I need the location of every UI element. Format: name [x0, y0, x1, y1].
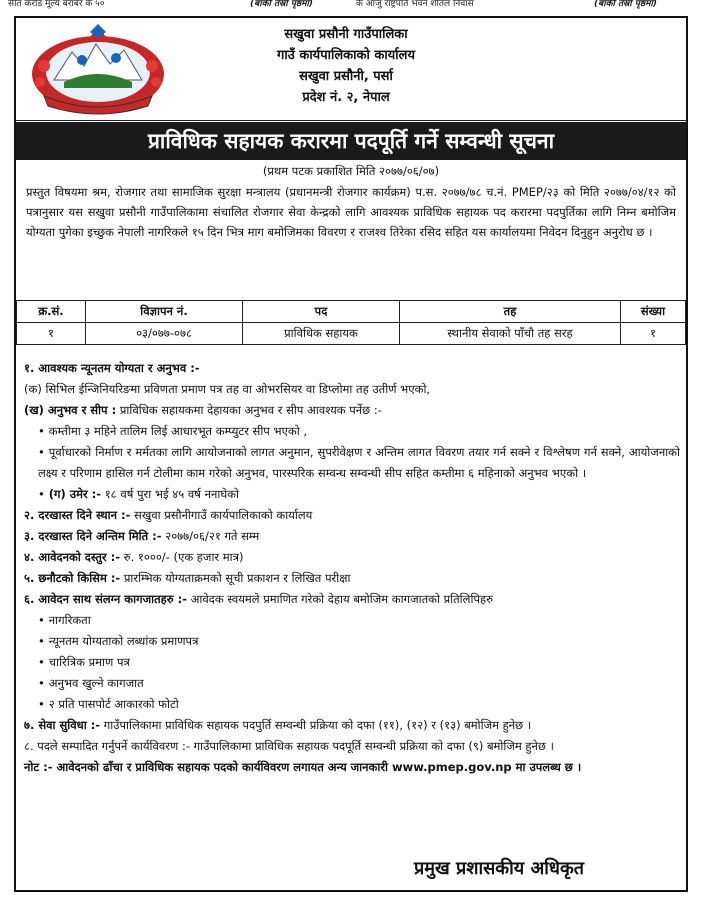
top-strip-left: सीत करोड मूल्य बराबर के ५०	[8, 0, 105, 9]
published-date: (प्रथम पटक प्रकाशित मिति २०७७/०६/०७)	[262, 164, 440, 178]
section-1-ka: (क) सिभिल ईन्जिनियरिङमा प्रविणता प्रमाण पत्र तह वा ओभरसियर वा डिप्लोमा तह उतीर्ण भएको,	[24, 382, 431, 396]
notice-frame	[14, 16, 688, 892]
section-7-label: ७. सेवा सुविधा :-	[24, 718, 101, 732]
section-1-kha-label: (ख) अनुभव र सीप :	[24, 403, 117, 417]
section-1-kha	[24, 400, 680, 421]
intro-paragraph: प्रस्तुत विषयमा श्रम, रोजगार तथा सामाजिक सुरक्षा मन्त्रालय (प्रधानमन्त्री रोजगार कार्यक्रम) प.स. २०७७/७८ च.नं. PMEP/२३ को मिति २०७७/०४/१२ को पत्रानुसार यस सखुवा प्रसौनी गाउँपालिकामा संचालित रोजगार सेवा केन्द्रको लागि आवश्यक प्राविधिक सहायक पद करारमा पदपुर्तिका लागि निम्न बमोजिम योग्यता पुगेका इच्छुक नेपाली नागरिकले १५ दिन भित्र माग बमोजिमका विवरण र राजश्व तिरेका रसिद सहित यस कार्यालयमा निवेदन दिनुहुन अनुरोध छ ।	[26, 185, 676, 239]
cell-level: स्थानीय सेवाको पाँचौ तह सरह	[400, 323, 621, 345]
col-post: पद	[243, 301, 400, 323]
nepal-emblem-icon	[24, 22, 172, 116]
section-4	[24, 547, 680, 568]
list-item: • पूर्वाधारको निर्माण र मर्मतका लागि आयोजनाको लागत अनुमान, सुपरीवेक्षण र अन्तिम लागत विवरण तयार गर्न सक्ने र विश्लेषण गर्न सक्ने, आयोजनाको लक्ष्य र परिणाम हासिल गर्न टोलीमा काम गरेको अनुभव, पारस्परिक सम्वन्ध सम्वन्धी सीप सहित कम्तीमा ६ महिनाको अनुभव भएको ।	[24, 442, 680, 484]
cell-sn: १	[17, 323, 86, 345]
table-header-row	[17, 301, 686, 323]
top-strip-middle-a: (बाँकी तेस्रो पृष्ठमा)	[250, 0, 313, 9]
section-2-text: सखुवा प्रसौनीगाउँ कार्यपालिकाको कार्यालय	[130, 508, 313, 522]
list-item: • चारित्रिक प्रमाण पत्र	[24, 652, 680, 673]
list-item: • न्यूनतम योग्यताको लब्धांक प्रमाणपत्र	[24, 631, 680, 652]
col-adv-no: विज्ञापन नं.	[86, 301, 243, 323]
table-row	[17, 323, 686, 345]
section-1-ga-text: १८ वर्ष पुरा भई ४५ वर्ष ननाघेको	[101, 487, 239, 501]
cell-adv-no: ०३/०७७-०७८	[86, 323, 243, 345]
list-item: • कम्तीमा ३ महिने तालिम लिई आधारभूत कम्प्युटर सीप भएको ,	[24, 421, 680, 442]
section-5	[24, 568, 680, 589]
section-1-ga	[24, 484, 680, 505]
notice-note: नोट :- आवेदनको ढाँचा र प्राविधिक सहायक पदको कार्यविवरण लगायत अन्य जानकारी www.pmep.gov.np मा उपलब्ध छ ।	[24, 760, 582, 774]
section-3-text: २०७७/०६/२१ गते सम्म	[161, 529, 260, 543]
section-8: ८. पदले सम्पादित गर्नुपर्ने कार्यविवरण :- गाउँपालिकामा प्राविधिक सहायक पदपूर्ति सम्वन्धी प्रक्रिया को दफा (९) बमोजिम हुनेछ ।	[24, 739, 554, 753]
list-item: • नागरिकता	[24, 610, 680, 631]
list-item: • अनुभव खुल्ने कागजात	[24, 673, 680, 694]
section-2-label: २. दरखास्त दिने स्थान :-	[24, 508, 131, 522]
section-2	[24, 505, 680, 526]
cell-count: १	[621, 323, 686, 345]
section-7	[24, 715, 680, 736]
section-4-label: ४. आवेदनको दस्तुर :-	[24, 550, 121, 564]
office-line-2: गाउँ कार्यपालिकाको कार्यालय	[277, 48, 415, 63]
office-line-1: सखुवा प्रसौनी गाउँपालिका	[284, 27, 408, 42]
list-item: • २ प्रति पासपोर्ट आकारको फोटो	[24, 694, 680, 715]
notice-title: प्राविधिक सहायक करारमा पदपूर्ति गर्ने सम्वन्धी सूचना	[16, 122, 686, 160]
section-6-label: ६. आवेदन साथ संलग्न कागजातहरु :-	[24, 592, 187, 606]
section-3-label: ३. दरखास्त दिने अन्तिम मिति :-	[24, 529, 162, 543]
section-1-title: १. आवश्यक न्यूनतम योग्यता र अनुभव :-	[24, 361, 200, 375]
section-5-label: ५. छनौटको किसिम :-	[24, 571, 121, 585]
top-strip-right: (बाँकी तेस्रो पृष्ठमा)	[594, 0, 657, 9]
office-line-4: प्रदेश नं. २, नेपाल	[302, 90, 390, 105]
col-level: तह	[400, 301, 621, 323]
col-sn: क्र.सं.	[17, 301, 86, 323]
section-3	[24, 526, 680, 547]
office-title-block	[176, 24, 516, 108]
section-7-text: गाउँपालिकामा प्राविधिक सहायक पदपुर्ति सम्वन्धी प्रक्रिया को दफा (११), (१२) र (१३) बमोजिम हुनेछ ।	[100, 718, 532, 732]
section-4-text: रु. १०००/- (एक हजार मात्र)	[120, 550, 244, 564]
cell-post: प्राविधिक सहायक	[243, 323, 400, 345]
vacancy-table	[16, 300, 686, 345]
col-count: संख्या	[621, 301, 686, 323]
notice-body	[24, 358, 680, 778]
office-line-3: सखुवा प्रसौनी, पर्सा	[299, 69, 393, 84]
top-strip	[0, 0, 703, 12]
section-1-kha-text: प्राविधिक सहायकमा देहायका अनुभव र सीप आवश्यक पर्नेछ :-	[116, 403, 382, 417]
section-6	[24, 589, 680, 610]
signature-title: प्रमुख प्रशासकीय अधिकृत	[414, 858, 585, 879]
section-1-ga-label: (ग) उमेर :-	[48, 487, 102, 501]
section-6-text: आवेदक स्वयमले प्रमाणित गरेको देहाय बमोजिम कागजातको प्रतिलिपिहरु	[187, 592, 493, 606]
section-5-text: प्रारम्भिक योग्यताक्रमको सूची प्रकाशन र लिखित परीक्षा	[120, 571, 351, 585]
office-header	[16, 18, 686, 121]
top-strip-middle-b: के आजु राष्ट्रपति भवन शीतल निवास	[356, 0, 474, 9]
